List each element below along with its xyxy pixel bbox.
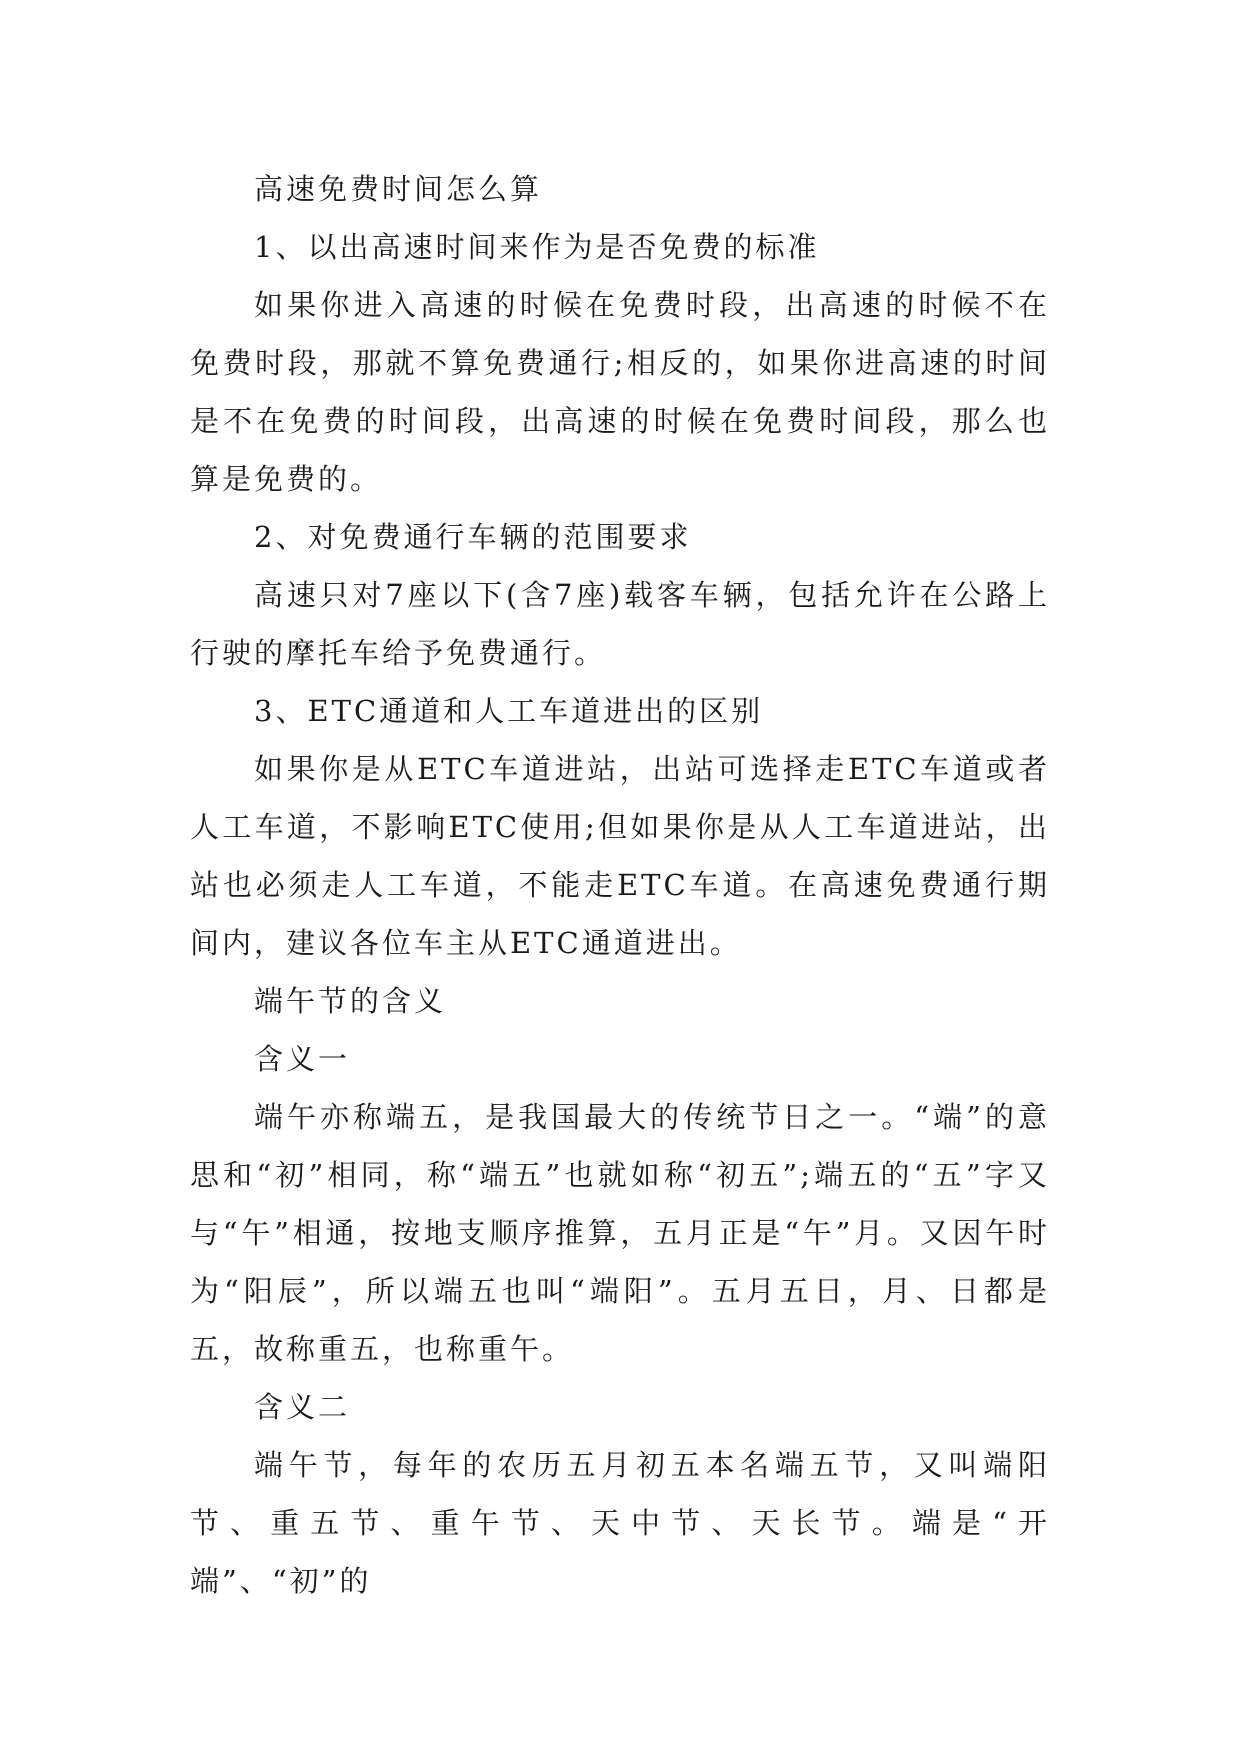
item-heading-2: 2、对免费通行车辆的范围要求 (254, 520, 692, 554)
item-heading-3: 3、ETC通道和人工车道进出的区别 (254, 694, 764, 728)
body-paragraph: 端午节，每年的农历五月初五本名端五节，又叫端阳节、重五节、重午节、天中节、天长节。端是“开端”、“初”的 (190, 1448, 1050, 1598)
body-paragraph: 端午亦称端五，是我国最大的传统节日之一。“端”的意思和“初”相同，称“端五”也就如称“初五”;端五的“五”字又与“午”相通，按地支顺序推算，五月正是“午”月。又因午时为“阳辰”，所以端五也叫“端阳”。五月五日，月、日都是五，故称重五，也称重午。 (190, 1100, 1050, 1366)
subheading-meaning-1: 含义一 (254, 1042, 351, 1076)
body-paragraph: 如果你进入高速的时候在免费时段，出高速的时候不在免费时段，那就不算免费通行;相反的，如果你进高速的时间是不在免费的时间段，出高速的时候在免费时间段，那么也算是免费的。 (190, 288, 1050, 496)
body-paragraph: 如果你是从ETC车道进站，出站可选择走ETC车道或者人工车道，不影响ETC使用;但如果你是从人工车道进站，出站也必须走人工车道，不能走ETC车道。在高速免费通行期间内，建议各位车主从ETC通道进出。 (190, 752, 1050, 960)
document-body (190, 160, 1050, 1610)
subheading-meaning-2: 含义二 (254, 1390, 351, 1424)
item-heading-1: 1、以出高速时间来作为是否免费的标准 (254, 230, 820, 264)
body-paragraph: 高速只对7座以下(含7座)载客车辆，包括允许在公路上行驶的摩托车给予免费通行。 (190, 578, 1050, 670)
section-heading-dragon-boat-meaning: 端午节的含义 (254, 984, 447, 1018)
section-heading-expressway-free-time: 高速免费时间怎么算 (254, 172, 543, 206)
